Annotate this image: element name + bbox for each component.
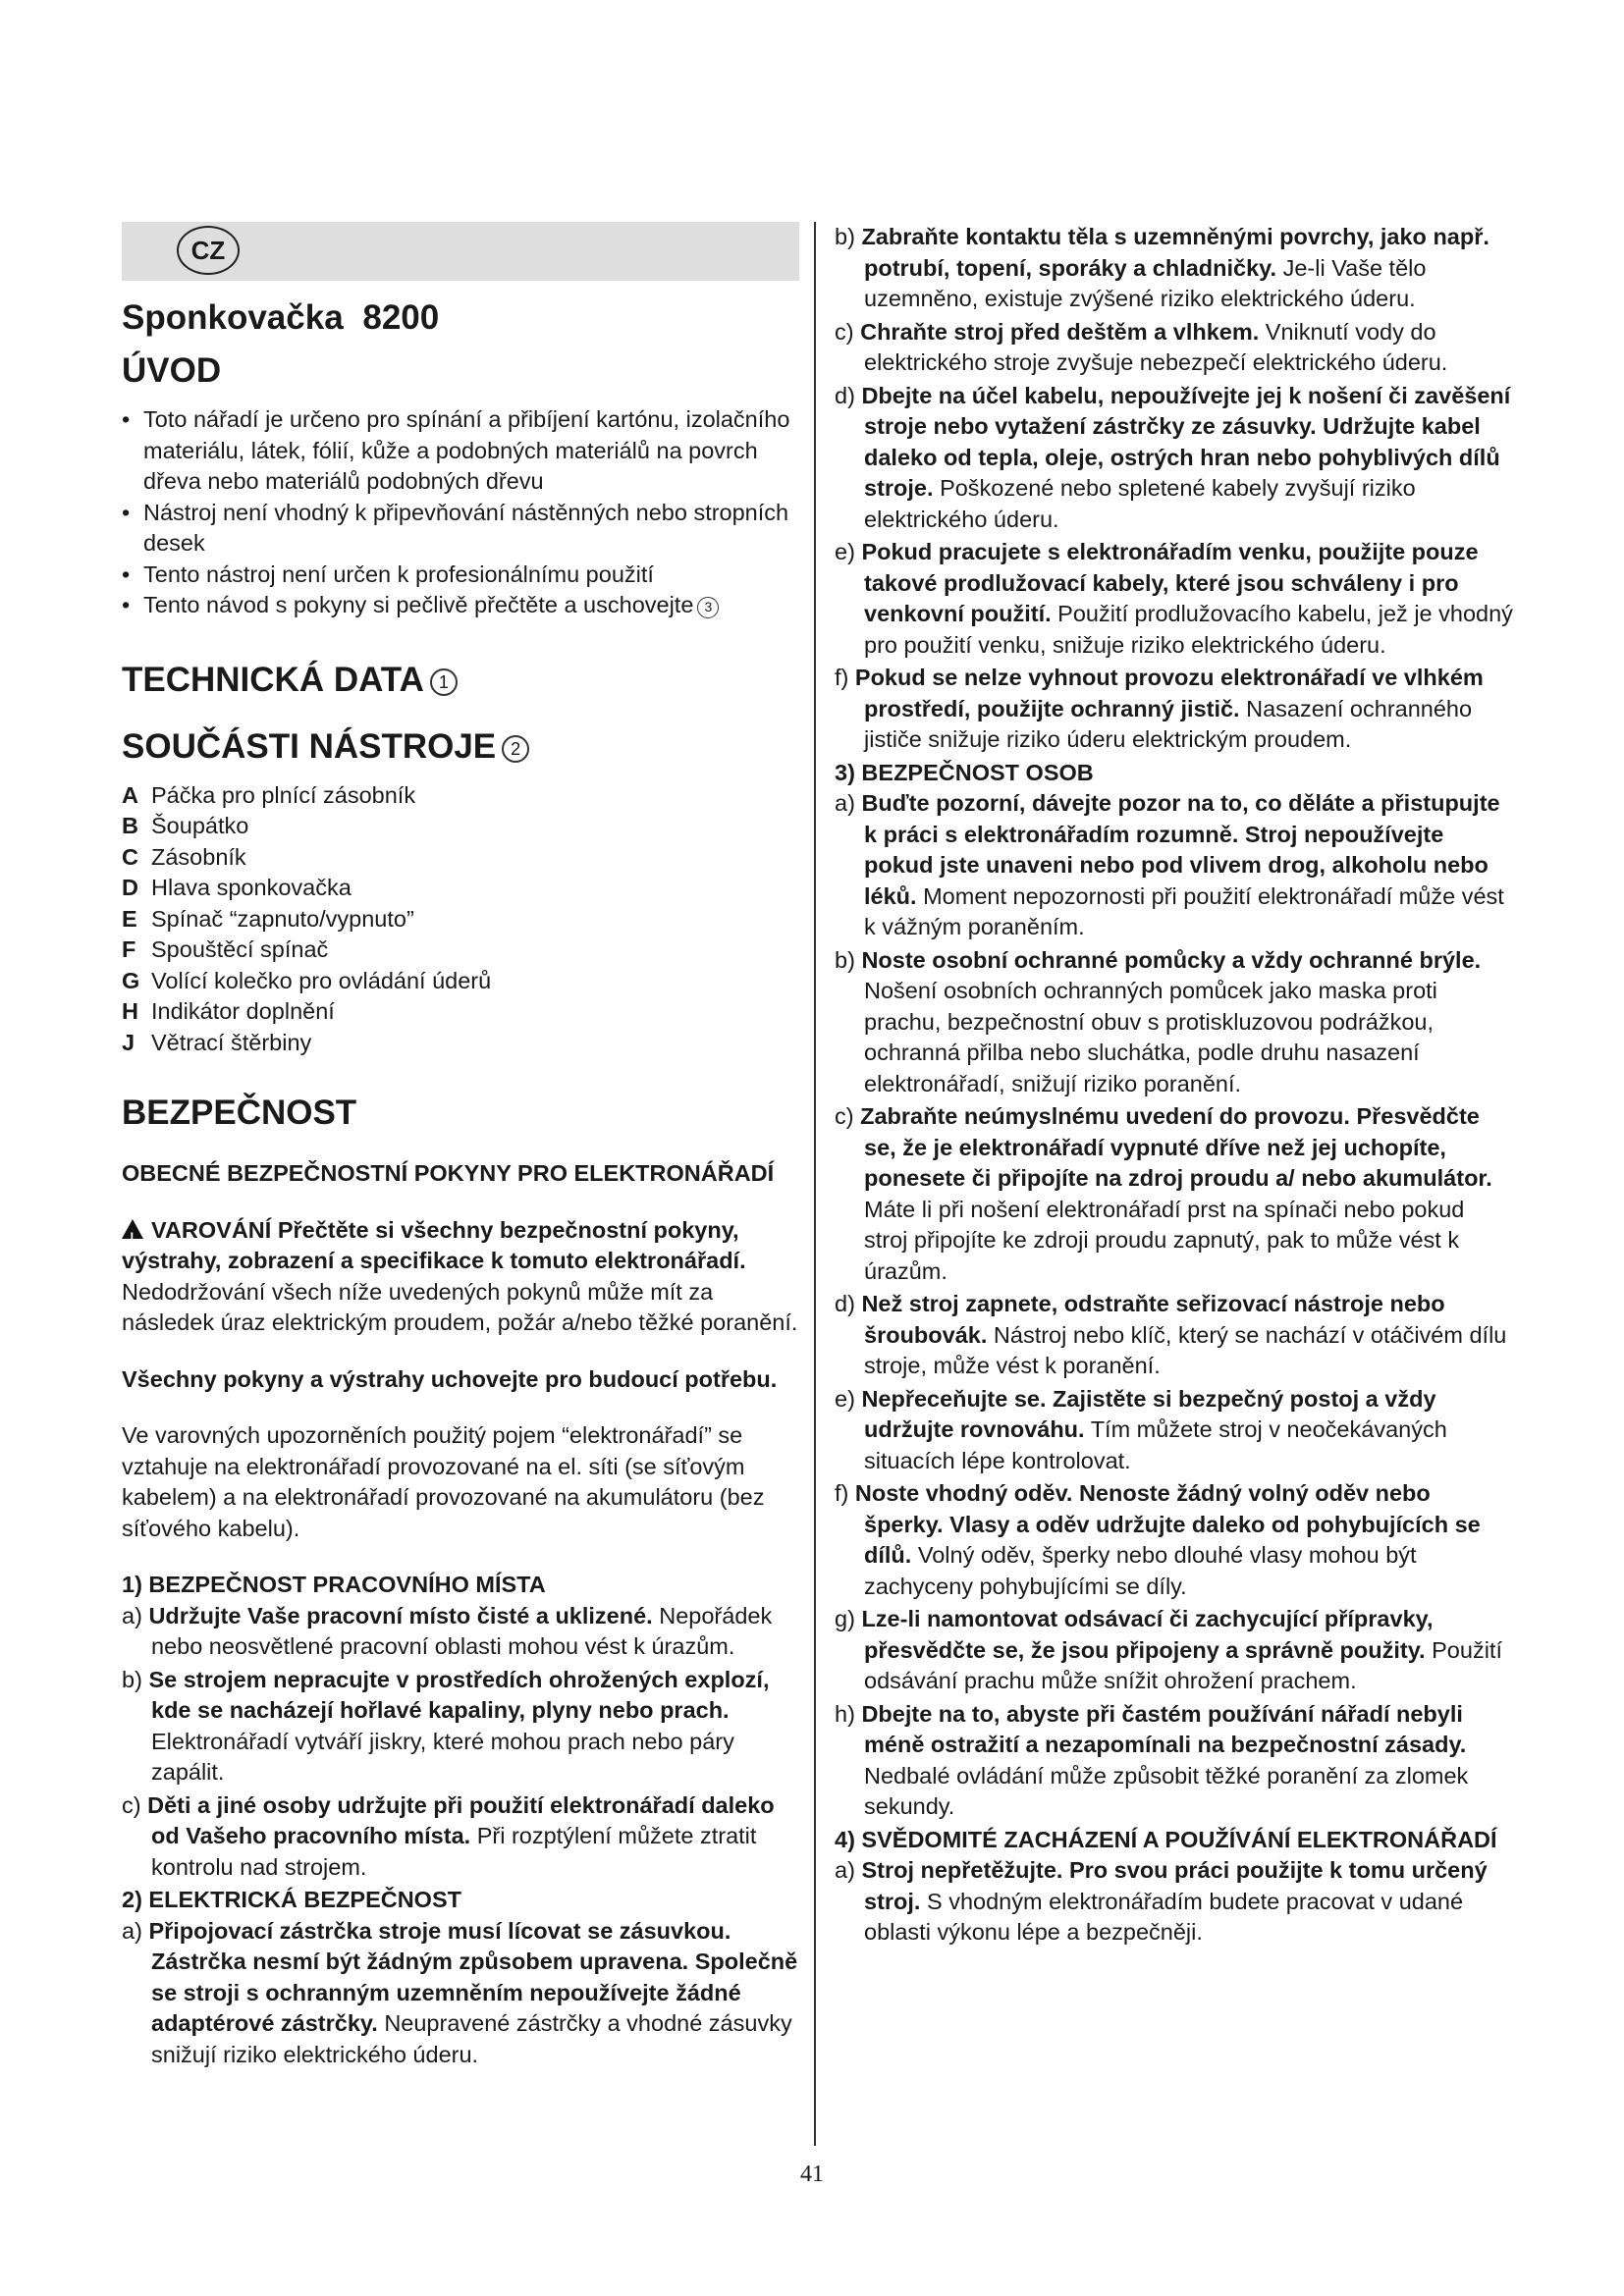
intro-bullet: • Toto nářadí je určeno pro spínání a přibíjení kartónu, izolačního materiálu, látek, fólií, kůže a podobných materiálů na povrch dřeva nebo materiálů podobných dřevu xyxy=(122,404,799,498)
item-label: b) xyxy=(835,946,855,973)
item-text: Nepořádek nebo neosvětlené pracovní oblasti mohou vést k úrazům. xyxy=(151,1602,773,1659)
part-label: Spouštěcí spínač xyxy=(151,936,329,962)
part-key: A xyxy=(122,781,138,808)
part-item xyxy=(122,780,799,812)
list-item xyxy=(122,1790,799,1884)
item-label: e) xyxy=(835,539,855,564)
item-bold: Buďte pozorní, dávejte pozor na to, co děláte a přistupujte k práci s elektronářadím rozumně. Stroj nepoužívejte pokud jste unaveni nebo pod vlivem drog, alkoholu nebo léků. xyxy=(861,790,1500,909)
item-label: c) xyxy=(122,1791,141,1818)
list-item xyxy=(835,945,1514,1100)
part-label: Zásobník xyxy=(151,843,246,870)
item-text: S vhodným elektronářadím budete pracovat v udané oblasti výkonu lépe a bezpečněji. xyxy=(864,1888,1464,1945)
item-label: a) xyxy=(835,790,855,816)
list-item xyxy=(835,1604,1514,1697)
left-column xyxy=(122,222,799,2072)
section-1-heading: 1) BEZPEČNOST PRACOVNÍHO MÍSTA xyxy=(122,1572,546,1597)
list-item xyxy=(835,537,1514,661)
item-text: Volný oděv, šperky nebo dlouhé vlasy mohou být zachyceny pohybujícími se díly. xyxy=(864,1542,1417,1599)
part-item xyxy=(122,966,799,997)
item-bold: Nepřeceňujte se. Zajistěte si bezpečný postoj a vždy udržujte rovnováhu. xyxy=(861,1385,1436,1442)
figure-ref-1: 1 xyxy=(430,668,458,696)
item-label: c) xyxy=(835,1103,854,1129)
intro-bullet-text: Tento návod s pokyny si pečlivě přečtěte a uschovejte xyxy=(143,592,694,617)
item-text: Nasazení ochranného jističe snižuje riziko úderu elektrickým proudem. xyxy=(864,695,1473,752)
list-item xyxy=(835,222,1514,315)
part-label: Šoupátko xyxy=(151,813,249,838)
item-text: Elektronářadí vytváří jiskry, které mohou prach nebo páry zapálit. xyxy=(151,1728,734,1785)
item-text: Nedbalé ovládání může způsobit těžké poranění za zlomek sekundy. xyxy=(864,1762,1469,1819)
column-divider xyxy=(814,222,816,2146)
item-text: Neupravené zástrčky a vhodné zásuvky snižují riziko elektrického úderu. xyxy=(151,2010,792,2067)
item-text: Nástroj nebo klíč, který se nachází v otáčivém dílu stroje, může vést k poranění. xyxy=(864,1321,1507,1378)
part-key: C xyxy=(122,843,138,870)
warning-paragraph xyxy=(122,1215,799,1339)
tech-data-heading xyxy=(122,661,799,700)
right-column xyxy=(835,222,1514,1950)
language-badge: CZ xyxy=(177,226,240,275)
part-key: J xyxy=(122,1029,135,1055)
item-bold: Dbejte na účel kabelu, nepoužívejte jej k nošení či zavěšení stroje nebo vytažení zástrčky ze zásuvky. Udržujte kabel daleko od tepla, oleje, ostrých hran nebo pohyblivých dílů stroje. xyxy=(861,382,1511,501)
warning-text: Nedodržování všech níže uvedených pokynů může mít za následek úraz elektrickým proudem, požár a/nebo těžké poranění. xyxy=(122,1278,798,1335)
item-label: d) xyxy=(835,382,855,408)
item-bold: Než stroj zapnete, odstraňte seřizovací nástroje nebo šroubovák. xyxy=(861,1291,1445,1348)
part-item xyxy=(122,873,799,904)
item-label: a) xyxy=(122,1917,142,1944)
warning-icon xyxy=(122,1219,143,1239)
item-text: Poškozené nebo spletené kabely zvyšují riziko elektrického úderu. xyxy=(864,475,1416,532)
item-bold: Noste osobní ochranné pomůcky a vždy ochranné brýle. xyxy=(861,946,1482,973)
item-bold: Chraňte stroj před deštěm a vlhkem. xyxy=(860,318,1260,345)
item-label: f) xyxy=(835,1480,849,1506)
part-item xyxy=(122,934,799,966)
item-text: Máte li při nošení elektronářadí prst na spínači nebo pokud stroj připojíte ke zdroji proudu zapnutý, pak to může vést k úrazům. xyxy=(864,1196,1465,1284)
item-label: a) xyxy=(122,1602,142,1629)
item-text: Moment nepozornosti při použití elektronářadí může vést k vážným poraněním. xyxy=(864,882,1504,939)
item-bold: Pokud se nelze vyhnout provozu elektronářadí ve vlhkém prostředí, použijte ochranný jistič. xyxy=(854,665,1484,721)
part-key: E xyxy=(122,905,137,932)
list-item xyxy=(835,1699,1514,1823)
section-3-heading: 3) BEZPEČNOST OSOB xyxy=(835,759,1094,785)
list-item xyxy=(122,1665,799,1789)
list-item xyxy=(835,1101,1514,1287)
part-key: B xyxy=(122,813,138,838)
item-bold: Zabraňte kontaktu těla s uzemněnými povrchy, jako např. potrubí, topení, sporáky a chladničky. xyxy=(861,224,1489,281)
item-label: g) xyxy=(835,1606,855,1631)
part-item xyxy=(122,1028,799,1059)
item-bold: Lze-li namontovat odsávací či zachycující přípravky, přesvědčte se, že jsou připojeny a správně použity. xyxy=(861,1606,1434,1663)
list-item xyxy=(835,317,1514,379)
list-item xyxy=(835,1478,1514,1602)
item-text: Použití prodlužovacího kabelu, jež je vhodný pro použití venku, snižuje riziko elektrického úderu. xyxy=(864,601,1513,658)
item-label: a) xyxy=(835,1857,855,1883)
item-bold: Stroj nepřetěžujte. Pro svou práci použijte k tomu určený stroj. xyxy=(861,1857,1488,1914)
item-text: Tím můžete stroj v neočekávaných situacích lépe kontrolovat. xyxy=(864,1416,1447,1473)
keep-note-text: Všechny pokyny a výstrahy uchovejte pro budoucí potřebu. xyxy=(122,1365,778,1392)
intro-bullets xyxy=(122,404,799,621)
part-key: G xyxy=(122,967,140,993)
part-label: Indikátor doplnění xyxy=(151,998,335,1024)
part-key: D xyxy=(122,875,138,900)
item-label: f) xyxy=(835,665,849,690)
list-item xyxy=(835,788,1514,943)
item-bold: Pokud pracujete s elektronářadím venku, použijte pouze takové prodlužovací kabely, které jsou schváleny i pro venkovní použití. xyxy=(861,539,1479,626)
section-2-heading: 2) ELEKTRICKÁ BEZPEČNOST xyxy=(122,1887,461,1912)
part-label: Hlava sponkovačka xyxy=(151,875,352,900)
part-label: Spínač “zapnuto/vypnuto” xyxy=(151,905,414,932)
part-label: Volící kolečko pro ovládání úderů xyxy=(151,967,492,993)
section-4-heading: 4) SVĚDOMITÉ ZACHÁZENÍ A POUŽÍVÁNÍ ELEKTRONÁŘADÍ xyxy=(835,1826,1497,1852)
item-bold: Děti a jiné osoby udržujte při použití elektronářadí daleko od Vašeho pracovního místa. xyxy=(147,1791,775,1848)
language-header-bar xyxy=(122,222,799,281)
tech-data-heading-text: TECHNICKÁ DATA xyxy=(122,660,424,699)
item-text: Nošení osobních ochranných pomůcek jako maska proti prachu, bezpečnostní obuv s protiskluzovou podrážkou, ochranná přilba nebo sluchátka, podle druhu nasazení elektronářadí, snižují riziko poranění. xyxy=(864,978,1437,1096)
intro-bullet: • Tento nástroj není určen k profesionálnímu použití xyxy=(122,560,799,591)
item-label: b) xyxy=(835,224,855,249)
part-key: F xyxy=(122,936,136,962)
item-label: h) xyxy=(835,1700,855,1727)
parts-list xyxy=(122,780,799,1059)
keep-note xyxy=(122,1364,799,1396)
item-text: Je-li Vaše tělo uzemněno, existuje zvýšené riziko elektrického úderu. xyxy=(864,254,1427,311)
figure-ref-2: 2 xyxy=(502,735,529,763)
item-bold: Dbejte na to, abyste při častém používání nářadí nebyli méně ostražití a nezapomínali na bezpečnostní zásady. xyxy=(861,1700,1467,1757)
parts-heading xyxy=(122,727,799,767)
term-note: Ve varovných upozorněních použitý pojem “elektronářadí” se vztahuje na elektronářadí provozované na el. síti (se síťovým kabelem) a na elektronářadí provozované na akumulátoru (bez síťového kabelu). xyxy=(122,1422,765,1541)
item-label: d) xyxy=(835,1291,855,1316)
part-item xyxy=(122,811,799,842)
intro-bullet: • Nástroj není vhodný k připevňování nástěnných nebo stropních desek xyxy=(122,498,799,560)
item-bold: Připojovací zástrčka stroje musí lícovat se zásuvkou. Zástrčka nesmí být žádným způsobem upravena. Společně se stroji s ochranným uzemněním nepoužívejte žádné adaptérové zástrčky. xyxy=(148,1917,798,2036)
list-item xyxy=(835,663,1514,756)
part-item xyxy=(122,996,799,1028)
list-item xyxy=(835,1289,1514,1382)
item-label: c) xyxy=(835,318,854,345)
item-text: Vniknutí vody do elektrického stroje zvyšuje nebezpečí elektrického úderu. xyxy=(864,318,1448,375)
safety-heading: BEZPEČNOST xyxy=(122,1094,357,1132)
part-label: Větrací štěrbiny xyxy=(151,1029,312,1055)
part-item xyxy=(122,842,799,874)
part-key: H xyxy=(122,998,138,1024)
page-number: 41 xyxy=(800,2162,824,2187)
list-item xyxy=(835,1384,1514,1477)
parts-heading-text: SOUČÁSTI NÁSTROJE xyxy=(122,726,497,766)
item-label: e) xyxy=(835,1385,855,1412)
part-label: Páčka pro plnící zásobník xyxy=(151,781,416,808)
intro-heading: ÚVOD xyxy=(122,351,222,390)
warning-bold: VAROVÁNÍ Přečtěte si všechny bezpečnostní pokyny, výstrahy, zobrazení a specifikace k tomuto elektronářadí. xyxy=(122,1216,746,1273)
item-bold: Zabraňte neúmyslnému uvedení do provozu. Přesvědčte se, že je elektronářadí vypnuté dříve než jej uchopíte, ponesete či připojíte na zdroj proudu a/ nebo akumulátor. xyxy=(860,1103,1492,1191)
figure-ref-3: 3 xyxy=(697,597,719,618)
item-text: Při rozptýlení můžete ztratit kontrolu nad strojem. xyxy=(151,1823,757,1880)
item-bold: Udržujte Vaše pracovní místo čisté a uklizené. xyxy=(148,1602,653,1629)
item-bold: Noste vhodný oděv. Nenoste žádný volný oděv nebo šperky. Vlasy a oděv udržujte daleko od pohybujících se dílů. xyxy=(854,1480,1481,1568)
list-item xyxy=(122,1601,799,1663)
list-item xyxy=(835,381,1514,536)
part-item xyxy=(122,904,799,935)
list-item xyxy=(122,1916,799,2071)
general-safety-heading: OBECNÉ BEZPEČNOSTNÍ POKYNY PRO ELEKTRONÁŘADÍ xyxy=(122,1160,775,1186)
item-bold: Se strojem nepracujte v prostředích ohrožených explozí, kde se nacházejí hořlavé kapaliny, plyny nebo prach. xyxy=(148,1666,770,1723)
intro-bullet xyxy=(122,590,799,621)
product-title: Sponkovačka 8200 xyxy=(122,298,440,337)
item-label: b) xyxy=(122,1666,142,1692)
list-item xyxy=(835,1855,1514,1949)
item-text: Použití odsávání prachu může snížit ohrožení prachem. xyxy=(864,1636,1502,1693)
